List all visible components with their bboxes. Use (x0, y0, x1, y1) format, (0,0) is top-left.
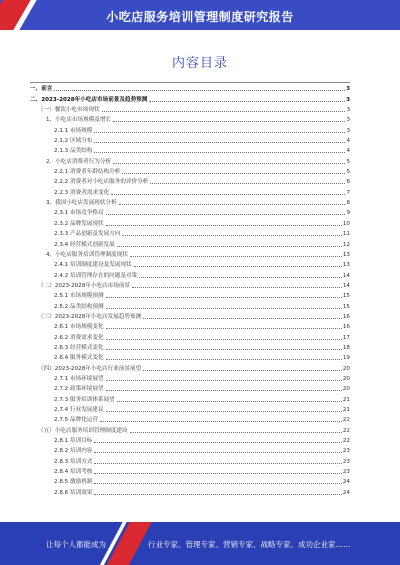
toc-entry-label: 2.7.1 市场环境展望 (54, 375, 104, 382)
toc-dot-leader (100, 420, 342, 422)
toc-entry[interactable] (30, 445, 350, 455)
toc-entry[interactable] (30, 352, 350, 362)
toc-entry[interactable] (30, 476, 350, 486)
toc-entry-page: 3 (346, 117, 350, 124)
toc-entry-label: 2.6.1 市场规模变化 (54, 324, 104, 331)
toc-entry[interactable] (30, 362, 350, 372)
toc-entry-page: 4 (346, 138, 350, 145)
toc-dot-leader (117, 245, 342, 247)
toc-entry[interactable] (30, 186, 350, 196)
toc-dot-leader (106, 379, 342, 381)
toc-entry-page: 13 (342, 262, 350, 269)
toc-entry-label: （五）小吃店服务培训管理制度建设 (38, 427, 128, 434)
toc-entry[interactable] (30, 435, 350, 445)
toc-entry-page: 23 (342, 469, 350, 476)
toc-entry-label: 2.8.3 培训方式 (54, 458, 93, 465)
toc-entry[interactable] (30, 331, 350, 341)
toc-dot-leader (94, 451, 341, 453)
toc-entry-page: 3 (346, 96, 350, 103)
toc-dot-leader (149, 100, 345, 102)
toc-entry-page: 8 (346, 200, 350, 207)
toc-entry-page: 22 (342, 427, 350, 434)
toc-dot-leader (106, 389, 342, 391)
toc-dot-leader (132, 286, 342, 288)
toc-entry[interactable] (30, 404, 350, 414)
toc-entry-page: 13 (342, 251, 350, 258)
toc-entry-label: 2.1.3 品类结构 (54, 148, 93, 155)
toc-entry[interactable] (30, 373, 350, 383)
toc-entry-page: 18 (342, 344, 350, 351)
toc-dot-leader (130, 255, 342, 257)
toc-entry-page: 22 (342, 438, 350, 445)
toc-entry-page: 14 (342, 282, 350, 289)
toc-entry-page: 21 (342, 407, 350, 413)
toc-entry[interactable] (30, 280, 350, 290)
toc-dot-leader (113, 120, 345, 122)
toc-entry-page: 19 (342, 355, 350, 362)
toc-entry-page: 20 (342, 375, 350, 382)
report-title: 小吃店服务培训管理制度研究报告 (106, 10, 294, 24)
toc-entry[interactable] (30, 135, 350, 145)
toc-dot-leader (106, 410, 342, 412)
toc-entry[interactable] (30, 155, 350, 165)
toc-dot-leader (122, 172, 345, 174)
toc-entry-label: 一、前言 (30, 86, 53, 93)
toc-dot-leader (130, 431, 342, 433)
toc-entry[interactable] (30, 114, 350, 124)
toc-entry-label: 2.2.2 消费者对小吃店服务的评价分析 (54, 179, 149, 186)
toc-entry[interactable] (30, 217, 350, 227)
footer-slogan-right: 行业专家、管理专家、营销专家、战略专家、成功企业家…… (148, 540, 351, 549)
toc-dot-leader (143, 369, 342, 371)
toc-heading: 内容目录 (171, 56, 228, 71)
toc-entry-page: 15 (342, 303, 350, 310)
toc-entry-label: （一）餐饮小吃市场现状 (38, 107, 100, 114)
toc-entry[interactable] (30, 383, 350, 393)
toc-entry-label: 2.6.2 消费需求变化 (54, 334, 104, 341)
toc-entry[interactable] (30, 82, 350, 93)
toc-entry-page: 9 (346, 210, 350, 217)
toc-entry-page: 3 (346, 86, 350, 93)
toc-entry-page: 20 (342, 365, 350, 372)
toc-entry-label: 2.3.3 产品创新及发展方向 (54, 231, 121, 238)
toc-entry-label: 2.1.1 市场规模 (54, 127, 93, 134)
toc-entry[interactable] (30, 455, 350, 465)
report-header (0, 0, 400, 30)
toc-entry[interactable] (30, 176, 350, 186)
toc-entry[interactable] (30, 207, 350, 217)
toc-entry-label: 2.7.2 政策环境展望 (54, 386, 104, 393)
toc-entry[interactable] (30, 414, 350, 424)
toc-entry-page: 5 (346, 169, 350, 176)
toc-dot-leader (106, 348, 342, 350)
toc-entry-page: 23 (342, 458, 350, 465)
toc-entry[interactable] (30, 228, 350, 238)
toc-dot-leader (111, 193, 345, 195)
toc-entry[interactable] (30, 93, 350, 103)
toc-entry-label: 2.7.4 行业发展建议 (54, 407, 104, 413)
toc-entry-label: 2、小吃店消费者行为分析 (46, 158, 112, 165)
toc-entry-page: 7 (346, 189, 350, 196)
toc-entry[interactable] (30, 290, 350, 300)
toc-entry-label: 2.8.4 培训考核 (54, 469, 93, 476)
toc-entry[interactable] (30, 393, 350, 403)
toc-entry-label: 2.5.2 品类结构预测 (54, 303, 104, 310)
toc-dot-leader (94, 493, 341, 495)
toc-entry[interactable] (30, 145, 350, 155)
toc-dot-leader (143, 317, 342, 319)
toc-entry[interactable] (30, 269, 350, 279)
toc-entry-page: 17 (342, 334, 350, 341)
toc-dot-leader (113, 162, 345, 164)
toc-entry[interactable] (30, 249, 350, 259)
toc-dot-leader (94, 472, 341, 474)
toc-entry-label: 2.4.1 培训制度建设及发展现状 (54, 262, 132, 269)
toc-dot-leader (106, 338, 342, 340)
toc-entry-label: （三）2023-2028年小吃店发展趋势预测 (38, 313, 142, 320)
toc-entry-page: 3 (346, 127, 350, 134)
toc-entry-label: 2.1.2 区域分布 (54, 138, 93, 145)
toc-entry-label: （四）2023-2028年小吃店行业前景展望 (38, 365, 142, 372)
toc-entry[interactable] (30, 311, 350, 321)
toc-dot-leader (94, 141, 345, 143)
toc-dot-leader (117, 400, 342, 402)
toc-dot-leader (106, 213, 345, 215)
toc-dot-leader (106, 358, 342, 360)
toc-dot-leader (94, 441, 341, 443)
toc-entry[interactable] (30, 259, 350, 269)
toc-entry-label: 2.5.1 市场规模预测 (54, 293, 104, 300)
toc-entry-label: 2.3.2 品牌发展现状 (54, 220, 104, 227)
toc-entry[interactable] (30, 238, 350, 248)
toc-dot-leader (94, 151, 345, 153)
toc-entry-page: 15 (342, 293, 350, 300)
toc-entry[interactable] (30, 124, 350, 134)
toc-dot-leader (119, 203, 345, 205)
toc-entry-label: 2.6.3 经营模式变化 (54, 344, 104, 351)
toc-entry-page: 11 (342, 231, 350, 238)
toc-entry-page: 14 (342, 272, 350, 279)
toc-entry[interactable] (30, 466, 350, 476)
toc-entry-page: 24 (342, 479, 350, 486)
toc-dot-leader (134, 265, 342, 267)
toc-entry-label: 2.3.1 市场竞争格局 (54, 210, 104, 217)
toc-entry[interactable] (30, 342, 350, 352)
toc-entry-label: 2.8.5 激励机制 (54, 479, 93, 486)
toc-dot-leader (94, 462, 341, 464)
toc-dot-leader (102, 110, 345, 112)
toc-entry-page: 16 (342, 324, 350, 331)
toc-dot-leader (54, 89, 345, 91)
toc-dot-leader (94, 482, 341, 484)
toc-entry-label: 2.7.3 服务培训体系展望 (54, 396, 115, 403)
toc-entry-label: 3、我国小吃店发展现状分析 (46, 200, 117, 207)
toc-entry-page: 23 (342, 448, 350, 455)
toc-entry-label: 2.2.3 消费者需求变化 (54, 189, 110, 196)
toc-entry-page: 6 (346, 179, 350, 186)
toc-entry-page: 10 (342, 220, 350, 227)
footer-slogan-left: 让每个人都能成为 (46, 540, 106, 549)
toc-entry-page: 16 (342, 313, 350, 320)
toc-entry-label: （二）2023-2028年小吃店市场前景 (38, 282, 131, 289)
toc-entry-label: 2.8.1 培训目标 (54, 438, 93, 445)
toc-entry-label: 二、2023-2028年小吃店市场前景及趋势预测 (30, 96, 148, 103)
toc-entry-page: 20 (342, 386, 350, 393)
toc-entry[interactable] (30, 197, 350, 207)
toc-entry-label: 4、小吃店服务培训管理制度现状 (46, 251, 128, 258)
toc-entry[interactable] (30, 424, 350, 434)
toc-entry-label: 2.6.4 服务模式变化 (54, 355, 104, 362)
toc-entry[interactable] (30, 300, 350, 310)
toc-entry-page: 24 (342, 489, 350, 496)
toc-entry-label: 2.4.2 培训管理存在的问题及对策 (54, 272, 138, 279)
toc-entry[interactable] (30, 166, 350, 176)
toc-entry-label: 2.8.2 培训内容 (54, 448, 93, 455)
toc-dot-leader (106, 296, 342, 298)
toc-dot-leader (150, 182, 345, 184)
toc-entry-page: 22 (342, 417, 350, 424)
toc-dot-leader (122, 234, 342, 236)
toc-dot-leader (106, 307, 342, 309)
toc-dot-leader (139, 276, 342, 278)
toc-entry-page: 4 (346, 148, 350, 155)
toc-entry-label: 2.3.4 经营模式创新发展 (54, 241, 115, 248)
toc-entry-page: 3 (346, 107, 350, 114)
toc-entry-label: 1、小吃店市场规模及增长 (46, 117, 112, 124)
toc-entry-label: 2.7.5 品牌化运营 (54, 417, 98, 424)
toc-entry-label: 2.2.1 消费者年龄结构分析 (54, 169, 121, 176)
report-footer (0, 522, 400, 565)
toc-entry[interactable] (30, 321, 350, 331)
toc-entry[interactable] (30, 486, 350, 496)
toc-entry[interactable] (30, 104, 350, 114)
toc-entry-page: 5 (346, 158, 350, 165)
table-of-contents (30, 82, 350, 497)
toc-entry-page: 21 (342, 396, 350, 403)
toc-dot-leader (106, 224, 342, 226)
toc-dot-leader (106, 327, 342, 329)
toc-entry-label: 2.8.6 培训效果 (54, 489, 93, 496)
toc-dot-leader (94, 131, 345, 133)
toc-entry-page: 12 (342, 241, 350, 248)
